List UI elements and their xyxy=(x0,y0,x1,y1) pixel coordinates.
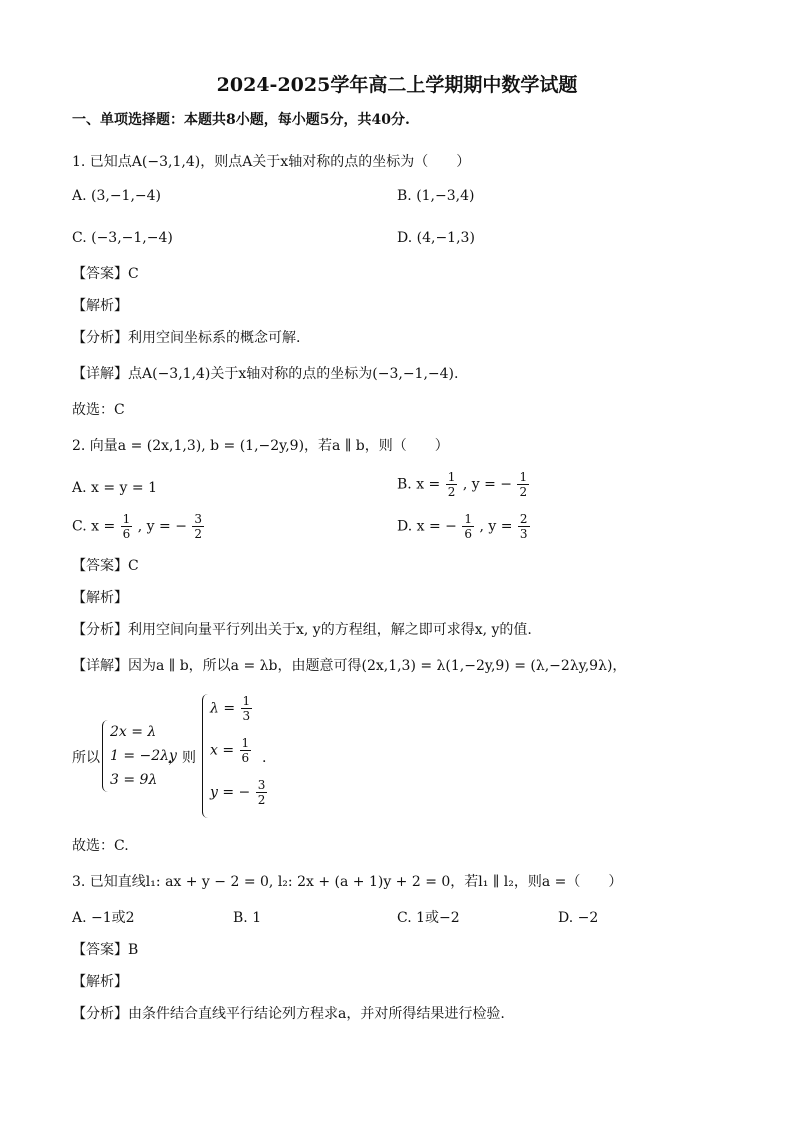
fraction xyxy=(462,512,474,541)
fraction xyxy=(192,512,204,541)
fraction xyxy=(256,778,268,807)
numerator: 1 xyxy=(122,512,131,526)
fraction xyxy=(446,470,458,499)
q1-option-d: D. (4,−1,3) xyxy=(397,230,475,246)
fraction xyxy=(518,512,530,541)
q2-option-d xyxy=(397,512,531,541)
denominator: 6 xyxy=(122,527,131,541)
q3-option-c: C. 1或−2 xyxy=(397,910,460,926)
solution-lhs: y = − xyxy=(210,784,251,801)
question-1-stem: 1. 已知点A(−3,1,4)，则点A关于x轴对称的点的坐标为（ ） xyxy=(72,154,471,170)
q2-suoyi: 所以 xyxy=(72,750,100,766)
numerator: 3 xyxy=(257,778,266,792)
numerator: 1 xyxy=(519,470,528,484)
q1-fenxi: 【分析】利用空间坐标系的概念可解. xyxy=(72,330,301,346)
q2-ze: ，则 xyxy=(168,750,196,766)
fraction xyxy=(240,736,252,765)
denominator: 6 xyxy=(241,751,250,765)
q2-b-pre: B. x = xyxy=(397,476,441,493)
q3-option-a: A. −1或2 xyxy=(72,910,135,926)
q2-period: . xyxy=(262,750,267,766)
left-brace xyxy=(202,694,209,818)
equation-system-2 xyxy=(210,694,268,820)
q3-answer: 【答案】B xyxy=(72,942,139,958)
equation-system-1 xyxy=(110,720,177,792)
q2-b-mid: , y = − xyxy=(462,476,512,493)
q2-option-b xyxy=(397,470,530,499)
q1-option-c: C. (−3,−1,−4) xyxy=(72,230,173,246)
numerator: 1 xyxy=(241,736,250,750)
q2-c-mid: , y = − xyxy=(137,518,187,535)
q2-d-pre: D. x = − xyxy=(397,518,457,535)
q1-conclusion: 故选：C xyxy=(72,402,125,418)
solution-lhs: λ = xyxy=(210,700,236,717)
equation: 3 = 9λ xyxy=(110,772,158,788)
q1-xiangjie: 【详解】点A(−3,1,4)关于x轴对称的点的坐标为(−3,−1,−4). xyxy=(72,366,459,382)
question-3-stem: 3. 已知直线l₁: ax + y − 2 = 0, l₂: 2x + (a + 1)y + 2 = 0，若l₁ ∥ l₂，则a =（ ） xyxy=(72,874,623,890)
q2-option-c xyxy=(72,512,205,541)
denominator: 6 xyxy=(464,527,472,541)
left-brace xyxy=(102,720,109,792)
numerator: 3 xyxy=(194,512,203,526)
fraction xyxy=(121,512,133,541)
q3-jiexi: 【解析】 xyxy=(72,974,128,990)
q2-xiangjie: 【详解】因为a ∥ b，所以a = λb，由题意可得(2x,1,3) = λ(1,−2y,9) = (λ,−2λy,9λ)， xyxy=(72,658,627,674)
denominator: 2 xyxy=(519,485,528,499)
equation: 1 = −2λy xyxy=(110,748,177,764)
solution-lambda xyxy=(210,694,268,736)
q2-conclusion: 故选：C. xyxy=(72,838,129,854)
denominator: 2 xyxy=(447,485,456,499)
q3-option-d: D. −2 xyxy=(558,910,599,926)
denominator: 2 xyxy=(257,793,266,807)
q2-d-mid: , y = xyxy=(479,518,513,535)
page-title: 2024-2025学年高二上学期期中数学试题 xyxy=(216,74,578,96)
fraction xyxy=(241,694,253,723)
fraction xyxy=(517,470,529,499)
solution-x xyxy=(210,736,268,778)
q2-option-a: A. x = y = 1 xyxy=(72,480,157,496)
denominator: 3 xyxy=(242,709,251,723)
denominator: 2 xyxy=(194,527,203,541)
q1-option-b: B. (1,−3,4) xyxy=(397,188,475,204)
solution-lhs: x = xyxy=(210,742,235,759)
question-2-stem: 2. 向量a = (2x,1,3), b = (1,−2y,9)，若a ∥ b，则（ ） xyxy=(72,438,449,454)
numerator: 1 xyxy=(447,470,456,484)
q3-option-b: B. 1 xyxy=(233,910,262,926)
q2-jiexi: 【解析】 xyxy=(72,590,128,606)
q1-answer: 【答案】C xyxy=(72,266,139,282)
numerator: 1 xyxy=(242,694,251,708)
q2-fenxi: 【分析】利用空间向量平行列出关于x, y的方程组，解之即可求得x, y的值. xyxy=(72,622,532,638)
section-heading: 一、单项选择题：本题共8小题，每小题5分，共40分. xyxy=(72,112,410,128)
denominator: 3 xyxy=(519,527,528,541)
q2-answer: 【答案】C xyxy=(72,558,139,574)
numerator: 2 xyxy=(519,512,528,526)
equation: 2x = λ xyxy=(110,724,157,740)
q1-jiexi: 【解析】 xyxy=(72,298,128,314)
q1-option-a: A. (3,−1,−4) xyxy=(72,188,162,204)
q3-fenxi: 【分析】由条件结合直线平行结论列方程求a，并对所得结果进行检验. xyxy=(72,1006,505,1022)
solution-y xyxy=(210,778,268,820)
numerator: 1 xyxy=(464,512,472,526)
q2-c-pre: C. x = xyxy=(72,518,116,535)
